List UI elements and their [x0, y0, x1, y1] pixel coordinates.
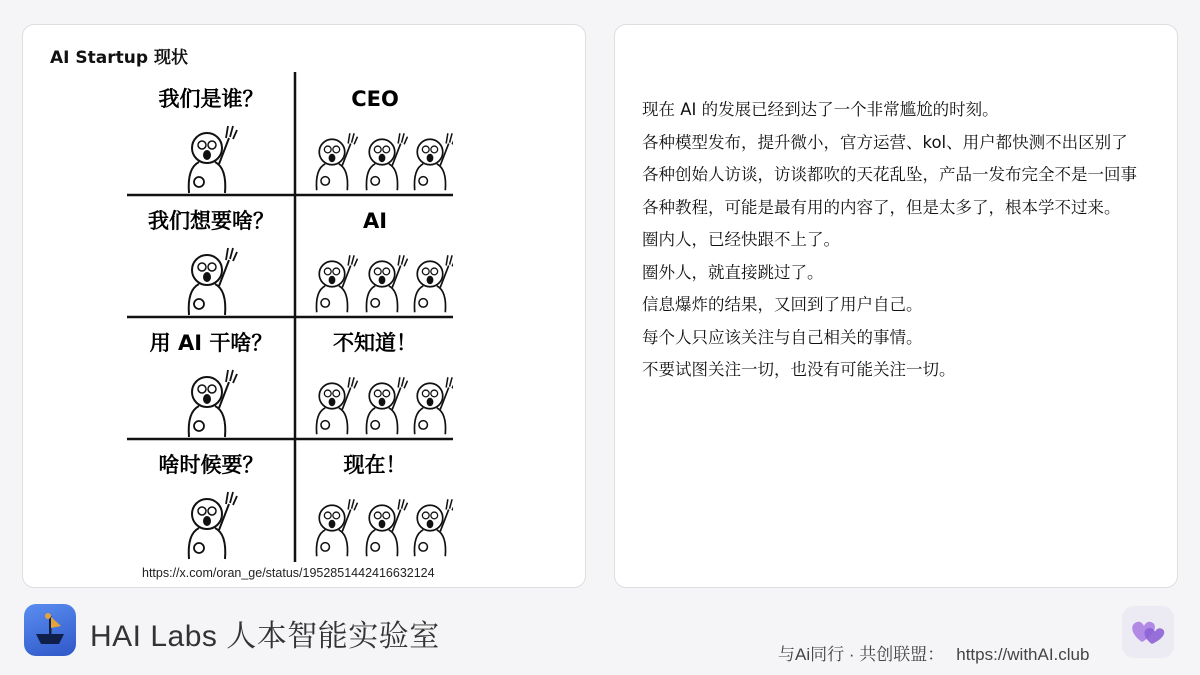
comic-crowd-figure: [316, 499, 357, 556]
paragraph: 每个人只应该关注与自己相关的事情。: [642, 327, 923, 347]
text-card: [614, 24, 1178, 588]
comic-answer: 不知道！: [333, 331, 417, 355]
comic-answer: 现在！: [343, 453, 407, 477]
comic-crowd-figure: [414, 255, 453, 312]
paragraph: 圈外人，就直接跳过了。: [642, 262, 824, 282]
paragraph: 不要试图关注一切，也没有可能关注一切。: [642, 360, 956, 379]
comic-crowd-figure: [316, 377, 357, 434]
paragraph: 现在 AI 的发展已经到达了一个非常尴尬的时刻。: [642, 100, 999, 119]
comic-crowd-figure: [414, 133, 453, 190]
comic-crowd-figure: [414, 499, 453, 556]
slogan-text: 与Ai同行 · 共创联盟：: [778, 645, 945, 664]
comic-question: 用 AI 干啥？: [149, 331, 273, 355]
article-body: [642, 97, 1154, 390]
paragraph: 信息爆炸的结果，又回到了用户自己。: [642, 295, 923, 314]
comic-figure: [189, 370, 237, 437]
comic-answer: CEO: [351, 87, 399, 111]
comic-answer: AI: [362, 209, 388, 233]
club-url[interactable]: https://withAI.club: [956, 645, 1090, 664]
comic-card: [22, 24, 586, 588]
source-link[interactable]: https://x.com/oran_ge/status/1952851442416632124: [142, 566, 435, 580]
paragraph: 各种创始人访谈，访谈都吹的天花乱坠，产品一发布完全不是一回事: [642, 165, 1137, 184]
comic-question: 啥时候要？: [158, 453, 264, 477]
comic-crowd-figure: [366, 499, 407, 556]
paragraph: 圈内人，已经快跟不上了。: [642, 230, 840, 249]
paragraph: 各种教程，可能是最有用的内容了，但是太多了，根本学不过来。: [642, 197, 1121, 217]
comic-figure: [189, 126, 237, 193]
comic-question: 我们想要啥？: [148, 209, 274, 233]
comic-crowd-figure: [366, 255, 407, 312]
comic-crowd-figure: [366, 377, 407, 434]
ship-icon: [24, 604, 76, 656]
comic-crowd-figure: [316, 133, 357, 190]
comic-figure: [189, 492, 237, 559]
hearts-icon: [1122, 606, 1174, 658]
comic-crowd-figure: [316, 255, 357, 312]
brand-name: HAI Labs 人本智能实验室: [90, 620, 440, 653]
comic-crowd-figure: [366, 133, 407, 190]
comic-figure: [189, 248, 237, 315]
comic-crowd-figure: [414, 377, 453, 434]
paragraph: 各种模型发布，提升微小，官方运营、kol、用户都快测不出区别了: [642, 132, 1128, 152]
card-title: AI Startup 现状: [50, 48, 188, 68]
footer-slogan: [778, 640, 1089, 665]
comic-image: [127, 72, 453, 562]
comic-question: 我们是谁？: [158, 87, 264, 111]
